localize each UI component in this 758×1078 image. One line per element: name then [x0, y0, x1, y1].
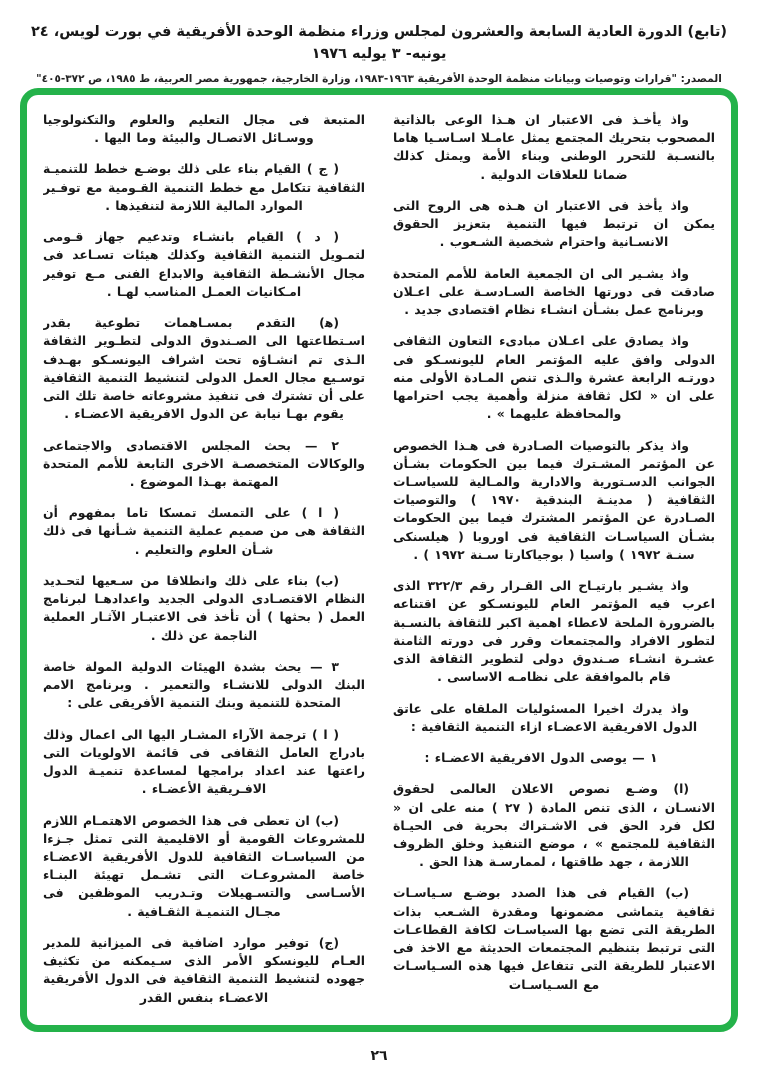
- paragraph: ( ا ) ترجمة الآراء المشـار اليها الى اعمال وذلك بادراج العامل الثقافى فى قائمة الاولويات التى راعتها عند اعداد برامجها لمساعدة تنميـة الدول الافـريقية الأعضـاء .: [43, 726, 365, 797]
- paragraph: (ج) توفير موارد اضافية فى الميزانية للمدير العـام لليونسكو الأمر الذى سـيمكنه من تكثيف جهوده لتنشيط التنمية الثقافية فى الدول الأفريقية الاعضـاء بنفس القدر: [43, 934, 365, 1005]
- page-number: ٢٦: [370, 1048, 388, 1064]
- paragraph: واذ يأخـذ فى الاعتبار ان هـذا الوعى بالذاتية المصحوب بتحريك المجتمع يمثل عامـلا اسـاسـيا هاما بالنسـبة للتحرر الوطنى وبناء الأمة ويمثل كذلك ضمانا للعلاقات الدولية .: [393, 112, 715, 182]
- paragraph: ( د ) القيام بانشـاء وتدعيم جهاز قـومى لتمـويل التنمية الثقافية وكذلك هيئات تسـاعد فى مجال الأنشـطة الثقافية والابداع الفنى مـع توفير امـكانيات العمـل المناسب لهـا .: [43, 229, 365, 299]
- paragraph: واذ يصادق على اعـلان مبادىء التعاون الثقافى الدولى وافق عليه المؤتمر العام لليونسـكو فى دورتـه الرابعة عشرة والـذى تنص المـادة الأولى منه على ان « لكل ثقافة منزلة وأهمية يجب احترامها والمحافظة عليهما » .: [393, 333, 715, 422]
- paragraph: (ﻫ) التقدم بمسـاهمات تطوعية بقدر اسـتطاعتها الى الصـندوق الدولى لتطـوير الثقافة الـذى تم انشـاؤه تحت اشراف اليونسـكو بهـدف توسـيع مجال العمل الدولى لتنشيط التنمية الثقافية على أن تشترك فى تنفيذ مشروعاته خاصة تلك التى يقوم بهـا نيابة عن الدول الافريقية الاعضـاء .: [43, 315, 365, 422]
- paragraph: واذ يأخذ فى الاعتبار ان هـذه هى الروح التى يمكن ان ترتبط فيها التنمية بتعزيز الحقوق الانسـانية واحترام شخصية الشـعوب .: [393, 197, 715, 250]
- paragraph: (ب) ان تعطى فى هذا الخصوص الاهتمـام اللازم للمشروعات القومية أو الاقليمية التى تمثل جـزءا من السياسـات الثقافية للدول الأفريقية الاعضـاء خاصة المشروعـات التى تشـمل تهيئة البنـاء الأسـاسى والتسـهيلات وتـدريب الموظفين فى مجـال التنميـة الثقـافية .: [43, 812, 365, 919]
- paragraph: ( ج ) القيام بناء على ذلك بوضـع خطط للتنميـة الثقافية تتكامل مع خطط التنمية القـومية مع توفـير الموارد المالية اللازمة لتنفيذها .: [43, 161, 365, 213]
- paragraph: (ب) القيام فى هذا الصدد بوضـع سـياسـات ثقافية يتماشى مضمونها ومقدرة الشـعب بذات الطريقة التى تضع بها السياسـات لكافة القطاعـات التى ترتبط بتنظيم المجتمعات الحديثة مع الاخذ فى الاعتبار للطريقة التى تتفاعل فيها هذه السـياسـات مع السـياسـات: [393, 885, 715, 992]
- source-citation: المصدر: "قرارات وتوصيات وبيانات منظمة الوحدة الأفريقية ١٩٦٣-١٩٨٣، وزارة الخارجية، جمهورية مصر العربية، ط ١٩٨٥، ص ٣٧٢-٤٠٥": [36, 72, 722, 85]
- paragraph: ٣ — يحث بشدة الهيئات الدولية المولة خاصة البنك الدولى للانشـاء والتعمير . وبرنامج الامم المتحدة للتنمية وبنك التنمية الأفريقى على :: [43, 658, 365, 711]
- paragraph: واذ يشـير بارتيـاح الى القـرار رقم ٣٢٢/٣ الذى اعرب فيه المؤتمر العام لليونسـكو عن اقتناعه بالضرورة الملحة لاعطاء اهمية اكبر للثقافة بالنسـبة لتطور الافراد والمجتمعات وقرر فى دورته الثامنة عشـرة انشـاء صـندوق دولى لتطوير الثقافة الذى قام بالموافقة على نظامـه الاساسى .: [393, 578, 715, 685]
- paragraph: ١ — يوصى الدول الافريقية الاعضـاء :: [424, 750, 658, 766]
- session-title: (تابع) الدورة العادية السابعة والعشرون لمجلس وزراء منظمة الوحدة الأفريقية في بورت لويس، ٢٤ يونيه- ٣ يوليه ١٩٧٦: [30, 24, 728, 62]
- paragraph: واذ يشـير الى ان الجمعية العامة للأمم المتحدة صادقت فى دورتها الخاصة السـادسـة على اعـلان وبرنامج عمل بشـأن انشـاء نظام اقتصادى جديد .: [393, 265, 715, 318]
- paragraph: المتبعة فى مجال التعليم والعلوم والتكنولوجيا ووسـائل الاتصـال والبيئة وما اليها .: [43, 112, 365, 146]
- paragraph: ٢ — بحث المجلس الاقتصادى والاجتماعى والوكالات المتخصصـة الاخرى التابعة للأمم المتحدة المهتمة بهـذا الموضوع .: [43, 437, 365, 489]
- paragraph: ( ا ) على التمسك تمسكا تاما بمفهوم أن الثقافة هى من صميم عملية التنمية شـأنها فى ذلك شـأن العلوم والتعليم .: [43, 505, 365, 557]
- paragraph: (ب) بناء على ذلك وانطلاقا من سـعيها لتحـديد النظام الاقتصـادى الدولى الجديد واعدادهـا لبرنامج العمل ( بحثها ) أن تأخذ فى الاعتبـار الآثـار العملية الناجمة عن ذلك .: [43, 572, 365, 643]
- column-left: [43, 111, 365, 1015]
- green-border-frame: [20, 88, 738, 1032]
- text-columns: [27, 95, 731, 1025]
- paragraph: (ا) وضـع نصوص الاعلان العالمى لحقوق الانسـان ، الذى تنص المادة ( ٢٧ ) منه على ان « لكل فرد الحق فى الاشـتراك بحرية فى الحيـاة الثقافية للمجتمع » ، موضع التنفيذ وخلق الظروف اللازمة ، جهد طاقتها ، لممارسـة هذا الحق .: [393, 781, 715, 870]
- paragraph: واذ يدرك اخيرا المسئوليات الملقاه على عاتق الدول الافريقية الاعضـاء ازاء التنمية الثقافية :: [393, 700, 698, 734]
- paragraph: واذ يذكر بالتوصيات الصـادرة فى هـذا الخصوص عن المؤتمر المشـترك فيما بين الحكومات بشـأن الجوانب الدسـتورية والادارية والمـالية للسياسـات الثقافية ( مدينـة البندقية ١٩٧٠ ) والتوصيات الصـادرة عن المؤتمر المشترك فيما بين الحكومات بشـأن السياسـات الثقافية فى اوروبا ( هيلسنكى سنـة ١٩٧٢ ) واسيا ( بوجياكارتا سـنة ١٩٧٢ ) .: [393, 437, 715, 562]
- page-header: [0, 22, 758, 85]
- column-right: [393, 111, 715, 1015]
